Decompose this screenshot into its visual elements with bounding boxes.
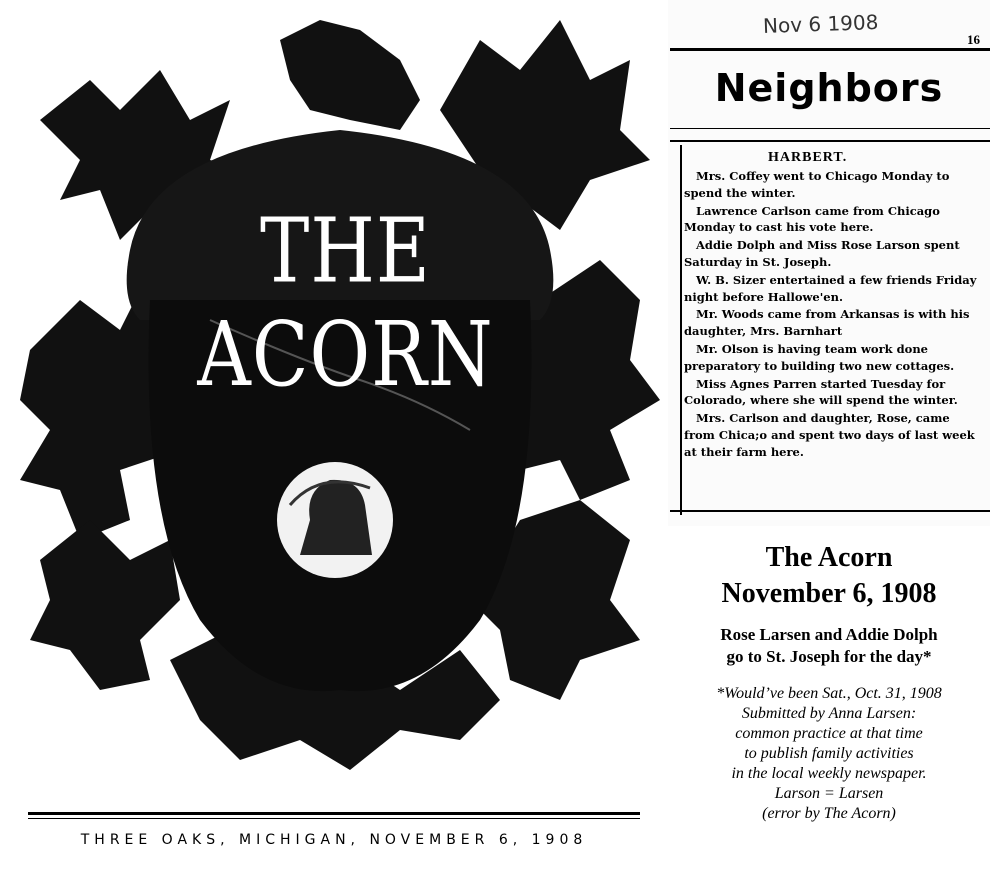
news-item: Lawrence Carlson came from Chicago Monday to cast his vote here. xyxy=(684,203,940,235)
cover-title: THE ACORN xyxy=(197,200,494,407)
caption-note-line: *Would’ve been Sat., Oct. 31, 1908 xyxy=(716,685,942,702)
footer-rule xyxy=(28,812,640,815)
newspaper-clipping xyxy=(668,0,990,526)
clipping-rule-top xyxy=(670,48,990,51)
caption-title xyxy=(670,540,988,612)
footer-rule-thin xyxy=(28,818,640,819)
clipping-heading: Neighbors xyxy=(714,66,944,110)
oak-leaf-lower-left xyxy=(30,520,180,690)
news-item: W. B. Sizer entertained a few friends Friday night before Hallowe'en. xyxy=(684,272,977,304)
news-item: Mr. Olson is having team work done preparatory to building two new cottages. xyxy=(684,341,955,373)
caption-subtitle xyxy=(670,624,988,668)
squirrel-silhouette xyxy=(280,20,420,130)
caption-note-line: to publish family activities xyxy=(744,745,914,762)
caption-note xyxy=(670,684,988,824)
news-item: Miss Agnes Parren started Tuesday for Colorado, where she will spend the winter. xyxy=(684,376,958,408)
caption-note-line: in the local weekly newspaper. xyxy=(731,765,927,782)
handwritten-date: Nov 6 1908 xyxy=(762,9,879,39)
caption-title-line1: The Acorn xyxy=(765,542,893,573)
clipping-rule-bottom xyxy=(670,510,990,512)
caption-block xyxy=(670,540,988,824)
caption-note-line: common practice at that time xyxy=(735,725,923,742)
clipping-rule xyxy=(670,128,990,129)
news-item: Mr. Woods came from Arkansas is with his daughter, Mrs. Barnhart xyxy=(684,307,970,339)
column-rule xyxy=(680,145,682,515)
page-number: 16 xyxy=(967,32,980,47)
cover-footer: THREE OAKS, MICHIGAN, NOVEMBER 6, 1908 xyxy=(80,832,588,848)
caption-subtitle-line1: Rose Larsen and Addie Dolph xyxy=(720,625,938,644)
clipping-rule xyxy=(670,140,990,142)
caption-note-line: (error by The Acorn) xyxy=(762,805,896,822)
news-items xyxy=(684,168,984,462)
news-item: Mrs. Coffey went to Chicago Monday to spend the winter. xyxy=(684,169,950,200)
caption-subtitle-line2: go to St. Joseph for the day* xyxy=(726,647,932,666)
caption-note-line: Larson = Larsen xyxy=(774,785,884,802)
caption-title-line2: November 6, 1908 xyxy=(721,578,937,609)
caption-note-line: Submitted by Anna Larsen: xyxy=(741,705,917,722)
news-item: Mrs. Carlson and daughter, Rose, came from Chica;o and spent two days of last week at their farm here. xyxy=(684,411,975,459)
section-heading: HARBERT. xyxy=(768,150,848,165)
news-item: Addie Dolph and Miss Rose Larson spent Saturday in St. Joseph. xyxy=(684,238,960,269)
